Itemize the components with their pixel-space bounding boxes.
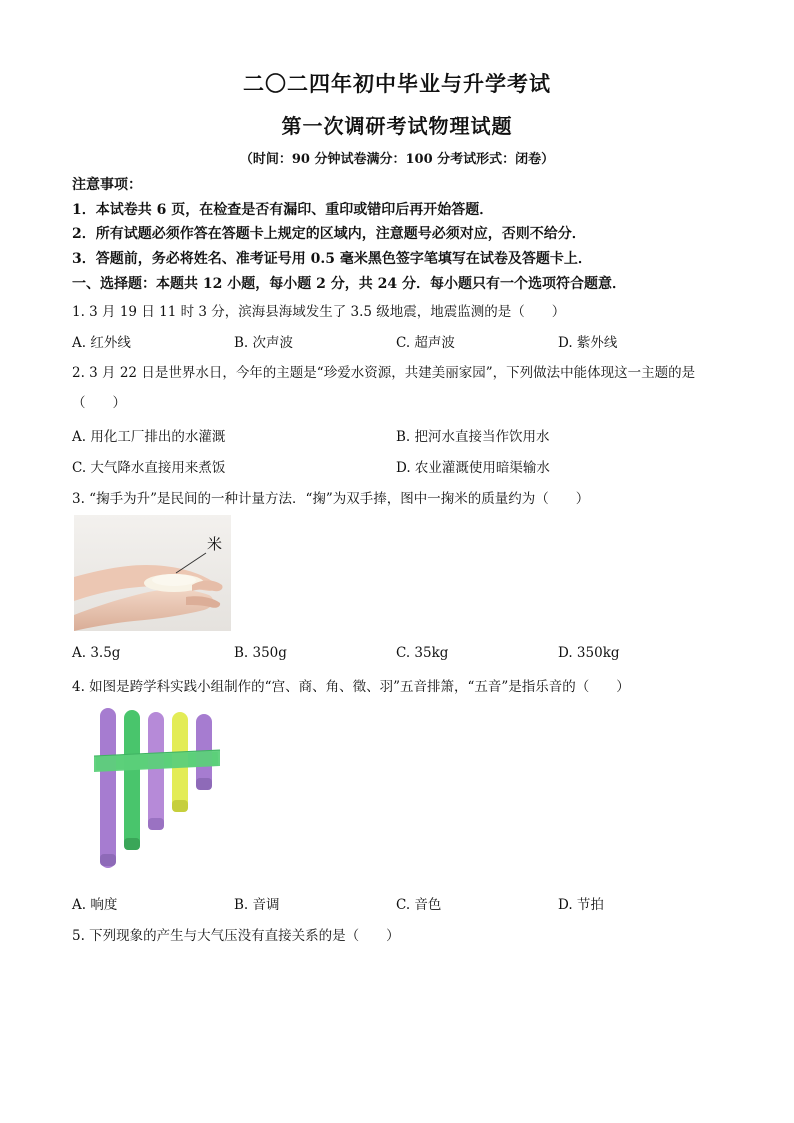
q4-option-d: D. 节拍: [558, 897, 604, 913]
notice-item-3: 3．答题前，务必将姓名、准考证号用 0.5 毫米黑色签字笔填写在试卷及答题卡上．: [72, 251, 592, 267]
q4-option-a: A. 响度: [72, 897, 118, 913]
q2-option-d: D. 农业灌溉使用暗渠输水: [396, 460, 550, 476]
notice-item-2: 2．所有试题必须作答在答题卡上规定的区域内，注意题号必须对应，否则不给分．: [72, 226, 586, 242]
q1-option-a: A. 红外线: [72, 335, 131, 351]
hands-holding-rice-image: [74, 515, 231, 631]
question-5-text: 5. 下列现象的产生与大气压没有直接关系的是（ ）: [72, 928, 400, 944]
q2-option-c: C. 大气降水直接用来煮饭: [72, 460, 226, 476]
question-4-text: 4. 如图是跨学科实践小组制作的“宫、商、角、徵、羽”五音排箫，“五音”是指乐音的（ ）: [72, 679, 630, 695]
notice-heading: 注意事项：: [72, 177, 142, 193]
question-2-bracket: （ ）: [72, 395, 126, 411]
q4-option-c: C. 音色: [396, 897, 442, 913]
hands-rice-illustration: [74, 515, 231, 631]
pan-flute-image: [92, 704, 222, 876]
pan-flute-illustration: [92, 704, 222, 876]
exam-info: （时间：90 分钟试卷满分：100 分考试形式：闭卷）: [239, 152, 555, 167]
section-heading: 一、选择题：本题共 12 小题，每小题 2 分，共 24 分．每小题只有一个选项符合题意．: [72, 276, 626, 292]
q4-option-b: B. 音调: [234, 897, 280, 913]
question-2-text: 2. 3 月 22 日是世界水日，今年的主题是“珍爱水资源，共建美丽家园”，下列做法中能体现这一主题的是: [72, 365, 696, 381]
q3-option-d: D. 350kg: [558, 645, 620, 661]
exam-title: 二〇二四年初中毕业与升学考试: [243, 71, 551, 96]
notice-item-1: 1．本试卷共 6 页，在检查是否有漏印、重印或错印后再开始答题．: [72, 202, 494, 218]
exam-subtitle: 第一次调研考试物理试题: [281, 114, 513, 138]
question-3-text: 3. “掬手为升”是民间的一种计量方法．“掬”为双手捧，图中一掬米的质量约为（ ）: [72, 491, 590, 507]
q3-option-b: B. 350g: [234, 645, 287, 661]
q1-option-d: D. 紫外线: [558, 335, 618, 351]
q3-option-c: C. 35kg: [396, 645, 449, 661]
rice-label: 米: [207, 535, 223, 553]
q2-option-b: B. 把河水直接当作饮用水: [396, 429, 550, 445]
q1-option-b: B. 次声波: [234, 335, 294, 351]
question-1-text: 1. 3 月 19 日 11 时 3 分，滨海县海域发生了 3.5 级地震，地震监测的是（ ）: [72, 304, 566, 320]
q3-option-a: A. 3.5g: [72, 645, 121, 661]
q1-option-c: C. 超声波: [396, 335, 455, 351]
q2-option-a: A. 用化工厂排出的水灌溉: [72, 429, 226, 445]
